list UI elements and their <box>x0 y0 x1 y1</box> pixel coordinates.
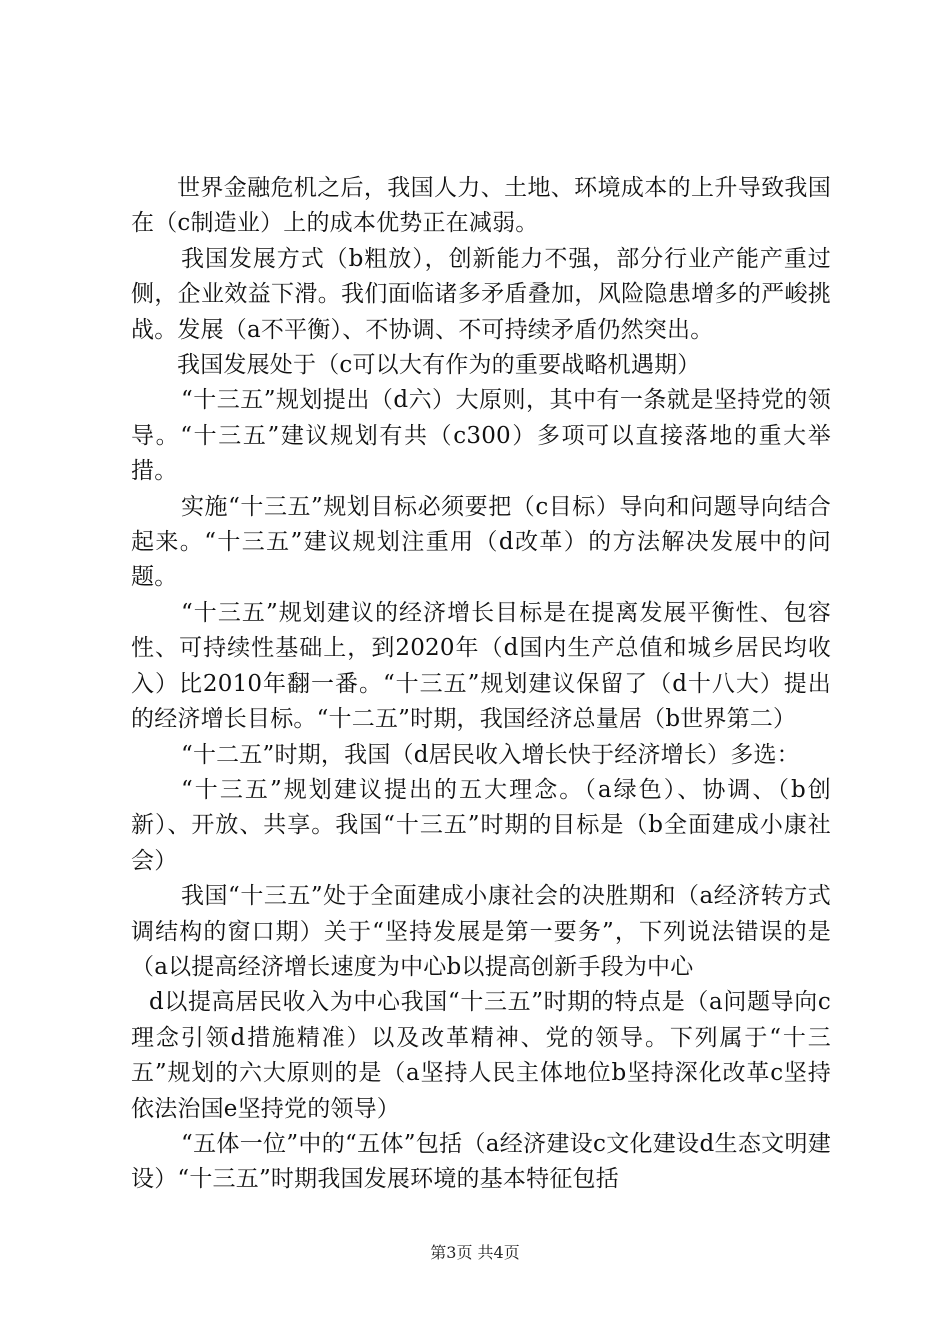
paragraph-2: 我国发展方式（b粗放），创新能力不强，部分行业产能产重过侧，企业效益下滑。我们面临诸多矛盾叠加，风险隐患增多的严峻挑战。发展（a不平衡）、不协调、不可持续矛盾仍然突出。 <box>131 245 831 343</box>
document-body <box>131 171 831 1198</box>
paragraph-8: “十三五”规划建议提出的五大理念。（a绿色）、协调、（b创新）、开放、共享。我国“十三五”时期的目标是（b全面建成小康社会） <box>131 776 831 874</box>
paragraph-5: 实施“十三五”规划目标必须要把（c目标）导向和问题导向结合起来。“十三五”建议规划注重用（d改革）的方法解决发展中的问题。 <box>131 493 831 591</box>
paragraph-10: d以提高居民收入为中心我国“十三五”时期的特点是（a问题导向c理念引领d措施精准）以及改革精神、党的领导。下列属于“十三五”规划的六大原则的是（a坚持人民主体地位b坚持深化改革c坚持依法治国e坚持党的领导） <box>131 989 831 1122</box>
paragraph-4: “十三五”规划提出（d六）大原则，其中有一条就是坚持党的领导。“十三五”建议规划有共（c300）多项可以直接落地的重大举措。 <box>131 387 831 485</box>
paragraph-3: 我国发展处于（c可以大有作为的重要战略机遇期） <box>177 352 701 379</box>
paragraph-9: 我国“十三五”处于全面建成小康社会的决胜期和（a经济转方式调结构的窗口期）关于“坚持发展是第一要务”，下列说法错误的是（a以提高经济增长速度为中心b以提高创新手段为中心 <box>131 883 831 980</box>
paragraph-11: “五体一位”中的“五体”包括（a经济建设c文化建设d生态文明建设）“十三五”时期我国发展环境的基本特征包括 <box>131 1130 831 1193</box>
paragraph-6: “十三五”规划建议的经济增长目标是在提离发展平衡性、包容性、可持续性基础上，到2020年（d国内生产总值和城乡居民均收入）比2010年翻一番。“十三五”规划建议保留了（d十八大）提出的经济增长目标。“十二五”时期，我国经济总量居（b世界第二） <box>131 599 831 733</box>
paragraph-1: 世界金融危机之后，我国人力、土地、环境成本的上升导致我国在（c制造业）上的成本优势正在减弱。 <box>131 175 831 237</box>
paragraph-7: “十二五”时期，我国（d居民收入增长快于经济增长）多选： <box>181 741 800 768</box>
page-footer: 第3页 共4页 <box>430 1243 520 1262</box>
